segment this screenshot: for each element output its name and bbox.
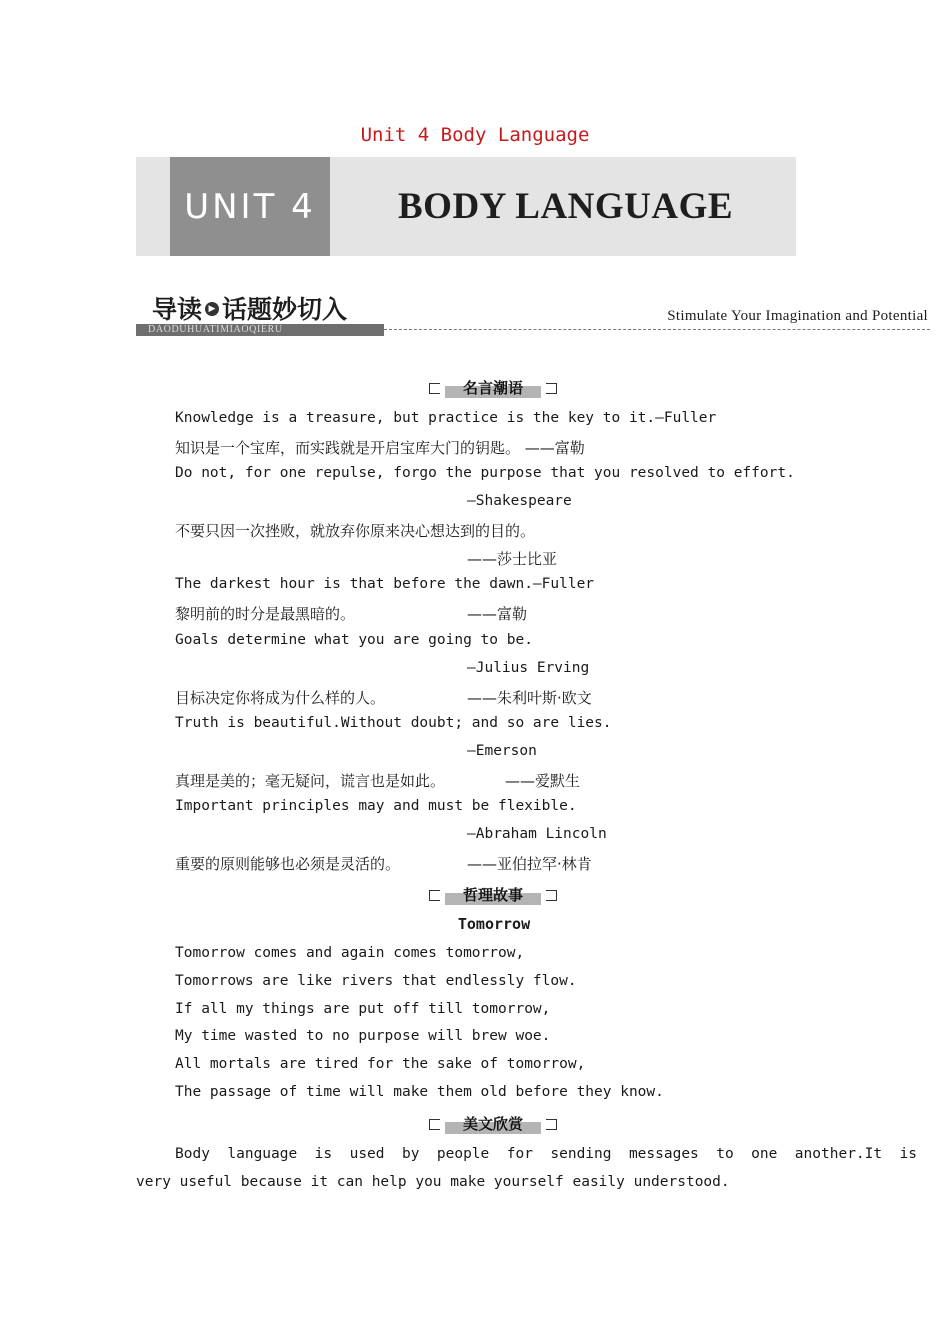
quote-line: The darkest hour is that before the dawn.—Fuller	[175, 576, 595, 592]
story-title: Tomorrow	[457, 915, 531, 933]
quote-author: ——爱默生	[505, 772, 581, 790]
quote-line: 真理是美的；毫无疑问，谎言也是如此。	[175, 772, 446, 790]
section-header-pinyin: DAODUHUATIMIAOQIERU	[136, 324, 384, 336]
story-line: Tomorrow comes and again comes tomorrow,	[175, 945, 525, 961]
tag-story	[429, 884, 557, 906]
tag-quotes-label: 名言潮语	[462, 379, 523, 397]
quote-line: Knowledge is a treasure, but practice is the key to it.—Fuller	[175, 410, 717, 426]
quote-line: Truth is beautiful.Without doubt; and so are lies.	[175, 715, 612, 731]
quote-author: —Emerson	[467, 743, 537, 759]
quote-author: ——莎士比亚	[467, 550, 558, 568]
story-line: My time wasted to no purpose will brew woe.	[175, 1028, 551, 1044]
story-line: All mortals are tired for the sake of tomorrow,	[175, 1056, 586, 1072]
quote-line: Do not, for one repulse, forgo the purpose that you resolved to effort.	[175, 465, 795, 481]
essay-line: Body language is used by people for sending messages to one another.It is	[175, 1146, 918, 1162]
quote-author: ——亚伯拉罕·林肯	[467, 855, 592, 873]
quote-line: Important principles may and must be flexible.	[175, 798, 577, 814]
quote-author: ——富勒	[467, 605, 528, 623]
quote-line: 黎明前的时分是最黑暗的。	[175, 605, 356, 623]
section-header-title	[152, 290, 347, 326]
tag-story-label: 哲理故事	[462, 886, 523, 904]
quote-author: —Julius Erving	[467, 660, 590, 676]
section-header-subtitle: Stimulate Your Imagination and Potential	[667, 308, 928, 324]
unit-number-label: UNIT 4	[170, 157, 330, 256]
quote-line: 目标决定你将成为什么样的人。	[175, 689, 386, 707]
arrow-icon: ▶	[205, 302, 219, 316]
story-line: If all my things are put off till tomorrow,	[175, 1001, 551, 1017]
section-header	[136, 290, 930, 340]
tag-essay	[429, 1113, 557, 1135]
quote-line: 知识是一个宝库，而实践就是开启宝库大门的钥匙。 ——富勒	[175, 439, 585, 457]
quote-line: Goals determine what you are going to be.	[175, 632, 533, 648]
essay-line: very useful because it can help you make yourself easily understood.	[136, 1174, 730, 1190]
story-line: The passage of time will make them old before they know.	[175, 1084, 664, 1100]
unit-topic-label: BODY LANGUAGE	[398, 186, 734, 227]
section-header-divider	[384, 329, 930, 330]
tag-quotes	[429, 377, 557, 399]
quote-line: 不要只因一次挫败，就放弃你原来决心想达到的目的。	[175, 522, 536, 540]
tag-essay-label: 美文欣赏	[462, 1115, 523, 1133]
quote-line: 重要的原则能够也必须是灵活的。	[175, 855, 401, 873]
bracket-right-icon	[546, 890, 557, 901]
section-header-title-b: 话题妙切入	[222, 295, 348, 324]
bracket-right-icon	[546, 1119, 557, 1130]
quote-author: —Abraham Lincoln	[467, 826, 607, 842]
section-header-title-a: 导读	[152, 295, 203, 324]
quote-author: —Shakespeare	[467, 493, 572, 509]
story-line: Tomorrows are like rivers that endlessly flow.	[175, 973, 577, 989]
quote-author: ——朱利叶斯·欧文	[467, 689, 592, 707]
unit-banner	[136, 157, 796, 256]
bracket-right-icon	[546, 383, 557, 394]
page-title: Unit 4 Body Language	[360, 124, 590, 146]
